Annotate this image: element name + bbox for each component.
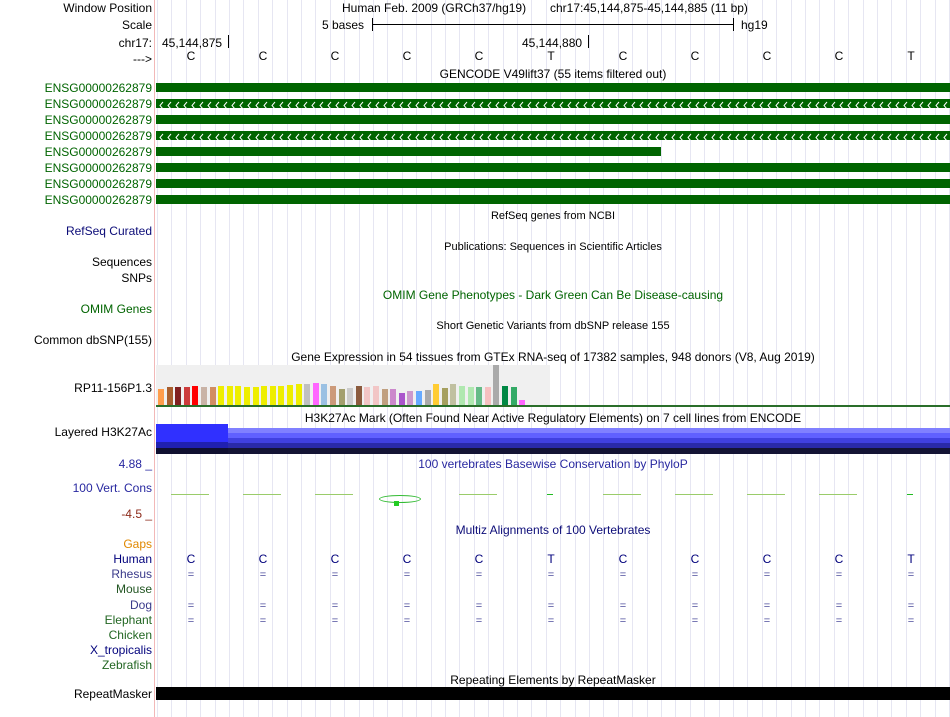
phylop-score-mark bbox=[243, 494, 281, 495]
phylop-score-mark bbox=[675, 494, 713, 495]
scale-bar-tick-right bbox=[733, 18, 734, 31]
gtex-tissue-bar[interactable] bbox=[399, 393, 405, 405]
phylop-score-mark bbox=[459, 494, 497, 495]
coord-mid: 45,144,880 bbox=[522, 36, 583, 50]
multiz-match-mark: = bbox=[547, 615, 555, 627]
gtex-tissue-bar[interactable] bbox=[227, 386, 233, 405]
phylop-score-mark bbox=[171, 494, 209, 495]
gtex-tissue-bar[interactable] bbox=[330, 386, 336, 405]
multiz-match-mark: = bbox=[475, 615, 483, 627]
multiz-human-base: C bbox=[762, 552, 772, 566]
gtex-tissue-bar[interactable] bbox=[218, 386, 224, 405]
chrom-label: chr17: bbox=[118, 36, 152, 50]
gtex-tissue-bar[interactable] bbox=[304, 384, 310, 405]
gtex-tissue-bar[interactable] bbox=[450, 384, 456, 405]
h3k27ac-signal[interactable] bbox=[156, 424, 950, 454]
gencode-item-feature[interactable] bbox=[156, 195, 950, 204]
multiz-species-label[interactable]: Rhesus bbox=[111, 567, 152, 581]
gencode-item-feature[interactable] bbox=[156, 163, 950, 172]
gencode-item-label[interactable]: ENSG00000262879 bbox=[44, 161, 152, 175]
gtex-tissue-bar[interactable] bbox=[167, 387, 173, 405]
multiz-match-mark: = bbox=[691, 615, 699, 627]
strand-arrows bbox=[160, 134, 947, 140]
multiz-human-base: C bbox=[330, 552, 340, 566]
multiz-match-mark: = bbox=[835, 600, 843, 612]
multiz-match-mark: = bbox=[619, 600, 627, 612]
ruler-base: C bbox=[762, 49, 772, 63]
gtex-tissue-bar[interactable] bbox=[373, 386, 379, 405]
scale-bar-tick-left bbox=[372, 18, 373, 31]
multiz-match-mark: = bbox=[763, 569, 771, 581]
gtex-tissue-bar[interactable] bbox=[468, 387, 474, 405]
multiz-match-mark: = bbox=[475, 569, 483, 581]
ruler-base: C bbox=[330, 49, 340, 63]
scale-label: Scale bbox=[121, 18, 152, 32]
coord-left: 45,144,875 bbox=[162, 36, 223, 50]
multiz-species-label[interactable]: Human bbox=[113, 552, 152, 566]
gtex-tissue-bar[interactable] bbox=[244, 387, 250, 405]
multiz-match-mark: = bbox=[331, 600, 339, 612]
gencode-item-label[interactable]: ENSG00000262879 bbox=[44, 145, 152, 159]
ruler-base: C bbox=[690, 49, 700, 63]
gtex-tissue-bar[interactable] bbox=[296, 384, 302, 405]
phylop-score-mark bbox=[379, 495, 421, 503]
gtex-tissue-bar[interactable] bbox=[287, 385, 293, 405]
gtex-tissue-bar[interactable] bbox=[235, 386, 241, 405]
phylop-score-mark bbox=[907, 494, 913, 495]
gtex-tissue-bar[interactable] bbox=[493, 365, 499, 405]
multiz-match-mark: = bbox=[907, 615, 915, 627]
multiz-match-mark: = bbox=[907, 600, 915, 612]
label-separator bbox=[154, 0, 155, 717]
multiz-match-mark: = bbox=[835, 615, 843, 627]
phylop-score-mark bbox=[315, 494, 353, 495]
gencode-item-feature[interactable] bbox=[156, 83, 950, 92]
multiz-human-base: T bbox=[907, 552, 915, 566]
gtex-tissue-bar[interactable] bbox=[261, 386, 267, 405]
ruler-base: C bbox=[258, 49, 268, 63]
phylop-score-mark bbox=[747, 494, 785, 495]
dbsnp-track-title[interactable]: Short Genetic Variants from dbSNP release 155 bbox=[436, 320, 670, 332]
gtex-tissue-bar[interactable] bbox=[390, 389, 396, 405]
multiz-match-mark: = bbox=[403, 569, 411, 581]
multiz-human-base: C bbox=[258, 552, 268, 566]
multiz-human-base: C bbox=[474, 552, 484, 566]
position-readout[interactable]: chr17:45,144,875-45,144,885 (11 bp) bbox=[550, 1, 748, 15]
multiz-species-label[interactable]: Chicken bbox=[108, 628, 152, 642]
scale-bar bbox=[373, 24, 733, 25]
multiz-match-mark: = bbox=[763, 600, 771, 612]
multiz-match-mark: = bbox=[403, 615, 411, 627]
gtex-track-title[interactable]: Gene Expression in 54 tissues from GTEx RNA-seq of 17382 samples, 948 donors (V8, Aug 2019) bbox=[291, 350, 815, 364]
gtex-tissue-bar[interactable] bbox=[356, 386, 362, 405]
gencode-item-label[interactable]: ENSG00000262879 bbox=[44, 97, 152, 111]
gtex-tissue-bar[interactable] bbox=[442, 388, 448, 405]
h3k27ac-track-label[interactable]: Layered H3K27Ac bbox=[54, 425, 152, 439]
phylop-min: -4.5 _ bbox=[121, 507, 152, 521]
gencode-item-feature[interactable] bbox=[156, 115, 950, 124]
coord-left-tick bbox=[228, 35, 229, 48]
gtex-tissue-bar[interactable] bbox=[416, 391, 422, 405]
phylop-score-mark bbox=[819, 494, 857, 495]
multiz-human-base: C bbox=[690, 552, 700, 566]
multiz-match-mark: = bbox=[259, 569, 267, 581]
ruler-base: C bbox=[402, 49, 412, 63]
gtex-tissue-bar[interactable] bbox=[175, 387, 181, 405]
gtex-bar-plot[interactable] bbox=[156, 365, 950, 405]
multiz-match-mark: = bbox=[331, 569, 339, 581]
publications-track-label[interactable]: Sequences bbox=[91, 255, 152, 269]
multiz-match-mark: = bbox=[547, 600, 555, 612]
multiz-human-base: C bbox=[618, 552, 628, 566]
gencode-item-label[interactable]: ENSG00000262879 bbox=[44, 129, 152, 143]
multiz-match-mark: = bbox=[691, 569, 699, 581]
multiz-match-mark: = bbox=[331, 615, 339, 627]
multiz-human-base: C bbox=[834, 552, 844, 566]
multiz-human-base: C bbox=[186, 552, 196, 566]
gencode-item-feature[interactable] bbox=[156, 99, 950, 108]
refseq-track-label[interactable]: RefSeq Curated bbox=[65, 224, 152, 238]
phylop-score-mark bbox=[547, 494, 553, 495]
multiz-match-mark: = bbox=[187, 615, 195, 627]
multiz-species-label[interactable]: Mouse bbox=[115, 582, 152, 596]
ruler-base: C bbox=[834, 49, 844, 63]
phylop-highlight-dot bbox=[394, 501, 399, 506]
multiz-match-mark: = bbox=[259, 600, 267, 612]
phylop-max: 4.88 _ bbox=[118, 457, 152, 471]
gtex-tissue-bar[interactable] bbox=[425, 390, 431, 405]
multiz-match-mark: = bbox=[619, 569, 627, 581]
scale-db: hg19 bbox=[741, 18, 768, 32]
multiz-match-mark: = bbox=[763, 615, 771, 627]
gaps-label: Gaps bbox=[123, 537, 152, 551]
multiz-match-mark: = bbox=[187, 600, 195, 612]
publications-track-title[interactable]: Publications: Sequences in Scientific Articles bbox=[444, 241, 662, 253]
scale-text: 5 bases bbox=[322, 18, 365, 32]
multiz-species-label[interactable]: X_tropicalis bbox=[89, 643, 152, 657]
multiz-match-mark: = bbox=[259, 615, 267, 627]
multiz-match-mark: = bbox=[403, 600, 411, 612]
multiz-human-base: C bbox=[402, 552, 412, 566]
omim-track-label[interactable]: OMIM Genes bbox=[80, 302, 152, 316]
gencode-track-title[interactable]: GENCODE V49lift37 (55 items filtered out) bbox=[439, 67, 667, 81]
gencode-item-feature[interactable] bbox=[156, 131, 950, 140]
h3k27ac-layer-5 bbox=[228, 448, 950, 454]
phylop-score-mark bbox=[603, 494, 641, 495]
repeatmasker-element[interactable] bbox=[156, 687, 950, 700]
gtex-tissue-bar[interactable] bbox=[407, 391, 413, 405]
gtex-tissue-bar[interactable] bbox=[476, 387, 482, 405]
assembly-title: Human Feb. 2009 (GRCh37/hg19) bbox=[342, 1, 527, 15]
gencode-item-label[interactable]: ENSG00000262879 bbox=[44, 81, 152, 95]
gtex-tissue-bar[interactable] bbox=[347, 388, 353, 405]
repeatmasker-track-label[interactable]: RepeatMasker bbox=[73, 687, 152, 701]
repeatmasker-track-title[interactable]: Repeating Elements by RepeatMasker bbox=[450, 673, 656, 687]
coord-mid-tick bbox=[588, 35, 589, 48]
phylop-track-title[interactable]: 100 vertebrates Basewise Conservation by PhyloP bbox=[418, 457, 688, 471]
h3k27ac-track-title[interactable]: H3K27Ac Mark (Often Found Near Active Regulatory Elements) on 7 cell lines from ENCODE bbox=[304, 411, 802, 425]
multiz-match-mark: = bbox=[475, 600, 483, 612]
gtex-tissue-bar[interactable] bbox=[502, 386, 508, 405]
ruler-base: T bbox=[547, 49, 555, 63]
multiz-species-label[interactable]: Zebrafish bbox=[101, 658, 152, 672]
ruler-base: C bbox=[186, 49, 196, 63]
gtex-tissue-bar[interactable] bbox=[253, 387, 259, 405]
multiz-match-mark: = bbox=[835, 569, 843, 581]
dbsnp-track-label[interactable]: Common dbSNP(155) bbox=[33, 333, 152, 347]
strand-label: ---> bbox=[133, 52, 152, 66]
gtex-tissue-bar[interactable] bbox=[313, 383, 319, 405]
multiz-match-mark: = bbox=[619, 615, 627, 627]
ruler-base: T bbox=[907, 49, 915, 63]
multiz-species-label[interactable]: Elephant bbox=[104, 613, 152, 627]
gencode-item-label[interactable]: ENSG00000262879 bbox=[44, 113, 152, 127]
omim-track-title[interactable]: OMIM Gene Phenotypes - Dark Green Can Be Disease-causing bbox=[382, 288, 724, 302]
gtex-tissue-bar[interactable] bbox=[201, 387, 207, 405]
multiz-track-title[interactable]: Multiz Alignments of 100 Vertebrates bbox=[455, 523, 651, 537]
gtex-tissue-bar[interactable] bbox=[364, 387, 370, 405]
gtex-tissue-bar[interactable] bbox=[382, 389, 388, 405]
multiz-match-mark: = bbox=[907, 569, 915, 581]
multiz-match-mark: = bbox=[691, 600, 699, 612]
gtex-tissue-bar[interactable] bbox=[192, 386, 198, 405]
gtex-tissue-bar[interactable] bbox=[270, 386, 276, 405]
refseq-track-title[interactable]: RefSeq genes from NCBI bbox=[490, 210, 616, 222]
gencode-item-label[interactable]: ENSG00000262879 bbox=[44, 177, 152, 191]
phylop-track-label[interactable]: 100 Vert. Cons bbox=[72, 481, 152, 495]
multiz-match-mark: = bbox=[547, 569, 555, 581]
snps-track-label[interactable]: SNPs bbox=[121, 271, 152, 285]
h3k27ac-peak bbox=[156, 424, 228, 454]
ruler-base: C bbox=[474, 49, 484, 63]
gtex-tissue-bar[interactable] bbox=[511, 387, 517, 405]
window-position-label: Window Position bbox=[63, 1, 152, 15]
gtex-tissue-bar[interactable] bbox=[321, 384, 327, 405]
strand-arrows bbox=[160, 102, 947, 108]
gtex-tissue-bar[interactable] bbox=[433, 384, 439, 405]
multiz-human-base: T bbox=[547, 552, 555, 566]
gencode-item-label[interactable]: ENSG00000262879 bbox=[44, 193, 152, 207]
gencode-item-feature[interactable] bbox=[156, 147, 661, 156]
gtex-tissue-bar[interactable] bbox=[459, 386, 465, 405]
gtex-tissue-bar[interactable] bbox=[339, 389, 345, 405]
gtex-tissue-bar[interactable] bbox=[158, 389, 164, 405]
gencode-item-feature[interactable] bbox=[156, 179, 950, 188]
gtex-track-label[interactable]: RP11-156P1.3 bbox=[74, 381, 152, 395]
gtex-tissue-bar[interactable] bbox=[210, 387, 216, 405]
ruler-base: C bbox=[618, 49, 628, 63]
multiz-match-mark: = bbox=[187, 569, 195, 581]
gtex-tissue-bar[interactable] bbox=[485, 387, 491, 405]
multiz-species-label[interactable]: Dog bbox=[129, 598, 152, 612]
gtex-tissue-bar[interactable] bbox=[184, 387, 190, 405]
gtex-tissue-bar[interactable] bbox=[278, 386, 284, 405]
gtex-baseline bbox=[156, 405, 950, 407]
